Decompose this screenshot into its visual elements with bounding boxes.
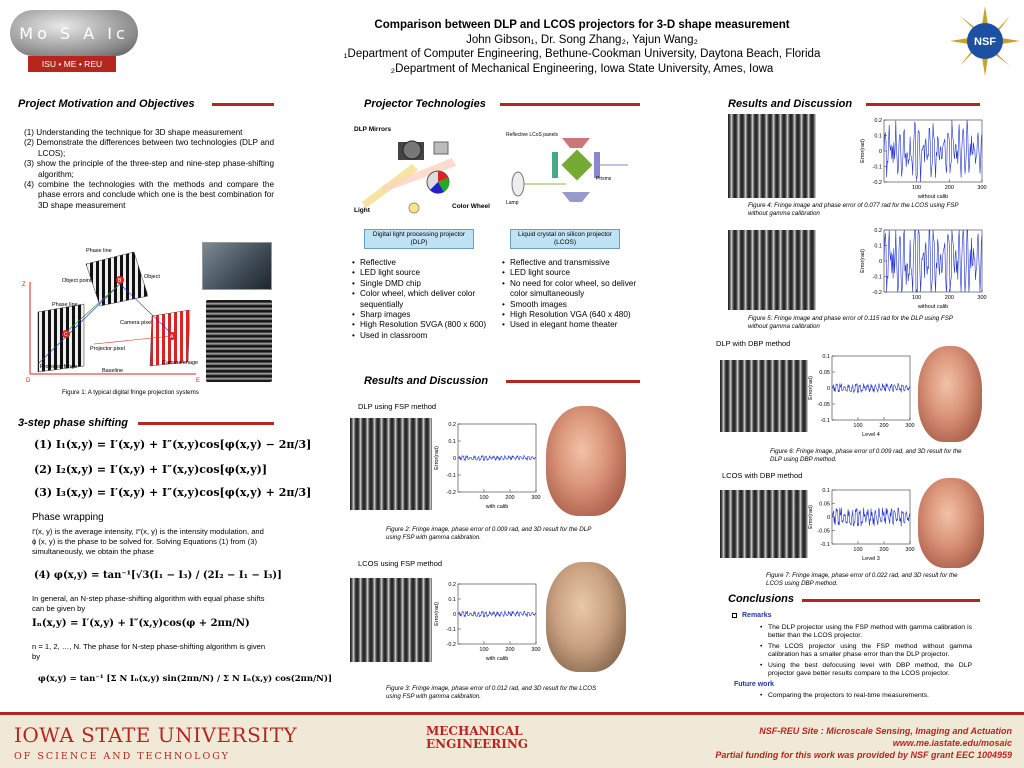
dlp-point: • Single DMD chip [352,279,488,289]
y-tick-label: -0.05 [817,528,830,535]
motivation-heading-rule [212,103,274,106]
fig4-fringe-image [728,114,816,198]
diagram-label-object: Object [144,274,160,280]
x-tick-label: 300 [531,495,541,501]
diagram-label-projector-fringe: Projector fringe [40,364,78,370]
equation-2: (2) I₂(x,y) = I′(x,y) + I″(x,y)cos[φ(x,y)] [34,463,268,476]
y-axis-label: Error(rad) [808,505,814,529]
y-tick-label: 0 [452,612,456,618]
y-tick-label: 0.2 [874,118,882,124]
fig5-plot [858,226,988,310]
fig7-fringe-image [720,490,808,558]
y-tick-label: -0.1 [872,164,882,171]
lcos-box: Liquid crystal on silicon projector (LCOS) [510,229,620,249]
equation-4: (4) φ(x,y) = tan⁻¹[√3(I₁ − I₃) / (2I₂ − I₁ − I₃)] [34,570,282,581]
y-tick-label: -0.1 [446,473,456,479]
x-tick-label: 200 [944,185,954,191]
objective-item: (1) Understanding the technique for 3D shape measurement [24,128,243,137]
lcos-point: • High Resolution VGA (640 x 480) [502,310,638,320]
dlp-point: • High Resolution SVGA (800 x 600) [352,320,488,330]
objective-item: (4) combine the technologies with the methods and compare the phase errors and conclude which one is the best combination for 3D shape measurement [24,180,274,210]
poster-header [250,18,914,76]
fig7-plot [806,486,916,562]
x-tick-label: 100 [479,495,489,501]
equation-6: φ(x,y) = tan⁻¹ [Σ N Iₙ(x,y) sin(2πn/N) / Σ N Iₙ(x,y) cos(2πn/N)] [38,674,332,684]
objective-item: (3) show the principle of the three-step and nine-step phase-shifting algorithm; [24,159,274,179]
x-axis-label: without calib [917,194,949,200]
phase-heading-rule [138,422,274,425]
x-tick-label: 200 [505,647,515,653]
remarks-list [760,624,972,678]
fig1-caption: Figure 1: A typical digital fringe projection systems [62,389,199,396]
x-tick-label: 100 [853,423,863,429]
future-list [760,692,972,700]
y-axis-label: Error(rad) [434,446,440,470]
y-tick-label: 0 [452,456,456,462]
y-tick-label: -0.2 [446,642,456,648]
n-text: n = 1, 2, …, N. The phase for N-step phase-shifting algorithm is given by [32,642,266,661]
poster-affiliation-2: ₂Department of Mechanical Engineering, Iowa State University, Ames, Iowa [390,62,774,75]
y-tick-label: -0.1 [820,418,830,424]
dlp-wheel-label: Color Wheel [452,203,490,210]
x-tick-label: 300 [977,185,987,191]
dlp-box: Digital light processing projector (DLP) [364,229,474,249]
y-tick-label: 0.2 [448,422,456,428]
mosaic-logo [10,10,138,58]
mosaic-sub-badge: ISU • ME • REU [28,56,116,72]
mech-logo-line2: ENGINEERING [426,737,529,751]
y-axis-label: Error(rad) [860,249,866,273]
lcos-lamp-label: Lamp [506,200,519,206]
fig7-3d-result [918,478,984,568]
y-tick-label: -0.2 [872,290,882,296]
projector-heading: Projector Technologies [364,98,486,110]
results-right-heading: Results and Discussion [728,98,853,110]
diagram-label-baseline: Baseline [102,368,124,374]
diagram-label-z: Z [22,282,26,288]
footer-funding: Partial funding for this work was provided by NSF grant EEC 1004959 [715,750,1012,760]
fig4-caption: Figure 4: Fringe image and phase error of 0.077 rad for the LCOS using FSP without gamma calibration [748,202,959,217]
diagram-label-object-point: Object point [62,278,92,284]
x-tick-label: 200 [879,423,889,429]
fig3-caption: Figure 3: Fringe image, phase error of 0.012 rad, and 3D result for the LCOS using FSP with gamma calibration. [386,685,597,700]
y-tick-label: 0.1 [874,133,882,140]
footer-url[interactable]: www.me.iastate.edu/mosaic [892,738,1012,748]
poster-authors: John Gibson₁, Dr. Song Zhang₂, Yajun Wang₂ [466,33,698,46]
diagram-label-e: E [196,378,201,384]
lcos-dbp-label: LCOS with DBP method [722,471,803,480]
lcos-point: • LED light source [502,268,638,278]
fig2-plot [432,420,542,510]
fig3-fringe-image [350,578,432,662]
dlp-dbp-label: DLP with DBP method [716,339,791,348]
diagram-label-phase-line: Phase line [86,248,112,254]
fig5-caption: Figure 5: Fringe image and phase error of 0.115 rad for the DLP using FSP without gamma calibration [748,315,953,330]
results-right-heading-rule [866,103,980,106]
x-tick-label: 300 [905,547,915,553]
diagram-label-phase-line-2: Phase line [52,302,78,308]
y-tick-label: 0.1 [448,597,456,603]
dlp-points [352,258,488,341]
fig5-fringe-image [728,230,816,310]
poster-affiliation-1: ₁Department of Computer Engineering, Bethune-Cookman University, Daytona Beach, Florida [343,48,821,60]
fig2-fringe-image [350,418,432,510]
y-tick-label: 0 [826,515,830,521]
footer-credits [715,725,1012,761]
lcos-prisms-label: Prisms [596,176,612,182]
phase-wrapping-text: I′(x, y) is the average intensity, I″(x, y) is the intensity modulation, and ϕ (x, y) is the phase to be solved for. Solving Equations (1) from (3) simultaneously, we obtain the phase [32,527,264,556]
x-tick-label: 200 [944,295,954,301]
lcos-point: • Smooth images [502,300,638,310]
y-tick-label: 0 [878,149,882,155]
x-tick-label: 300 [531,647,541,653]
y-tick-label: -0.1 [820,542,830,548]
dlp-fsp-label: DLP using FSP method [358,402,437,411]
y-axis-label: Error(rad) [808,376,814,400]
results-mid-heading: Results and Discussion [364,375,489,387]
dlp-mirrors-label: DLP Mirrors [354,126,392,133]
nstep-text: In general, an N-step phase-shifting algorithm with equal phase shifts can be given by [32,594,265,613]
projector-heading-rule [500,103,640,106]
objectives-list [24,128,274,211]
lcos-panels-label: Reflective LCoS panels [506,132,558,138]
isu-name: IOWA STATE UNIVERSITY [14,723,298,747]
remark-item: • The DLP projector using the FSP method with gamma calibration is better than the LCOS projector. [760,624,972,641]
dlp-point: • Used in classroom [352,331,488,341]
results-mid-heading-rule [506,380,640,383]
x-axis-label: with calib [485,656,509,662]
x-tick-label: 200 [505,495,515,501]
y-axis-label: Error(rad) [434,602,440,626]
x-axis-label: Level 3 [862,556,880,562]
diagram-label-d: D [26,378,31,384]
equation-5: Iₙ(x,y) = I′(x,y) + I″(x,y)cos(φ + 2πn/N) [32,618,250,629]
y-tick-label: 0 [826,386,830,392]
y-tick-label: -0.1 [446,627,456,633]
y-tick-label: -0.2 [872,180,882,186]
mech-logo-line1: MECHANICAL [426,724,523,738]
y-tick-label: 0 [878,259,882,265]
x-tick-label: 100 [912,295,922,301]
diagram-label-camera-pixel: Camera pixel [120,320,153,326]
x-tick-label: 100 [912,185,922,191]
x-tick-label: 100 [479,647,489,653]
equation-3: (3) I₃(x,y) = I′(x,y) + I″(x,y)cos[φ(x,y) + 2π/3] [34,486,312,499]
y-axis-label: Error(rad) [860,139,866,163]
objective-item: (2) Demonstrate the differences between two technologies (DLP and LCOS); [24,138,274,158]
footer-site: NSF-REU Site : Microscale Sensing, Imaging and Actuation [759,726,1012,736]
isu-subtitle: OF SCIENCE AND TECHNOLOGY [14,751,230,762]
lcos-point: • No need for color wheel, so deliver color simultaneously [502,279,638,300]
equation-1: (1) I₁(x,y) = I′(x,y) + I″(x,y)cos[φ(x,y) − 2π/3] [34,438,312,451]
diagram-label-camera-image: Camera image [162,360,199,366]
y-tick-label: 0.2 [448,582,456,588]
lcos-point: • Reflective and transmissive [502,258,638,268]
conclusions-heading: Conclusions [728,593,795,605]
fringe-projection-diagram [24,244,204,384]
y-tick-label: 0.1 [874,243,882,250]
projector-camera-photo [202,242,272,290]
diagram-label-b: B [118,278,122,284]
poster-title: Comparison between DLP and LCOS projectors for 3-D shape measurement [374,19,790,31]
fig6-caption: Figure 6: Fringe image, phase error of 0.009 rad, and 3D result for the DLP using DBP method. [770,448,962,463]
x-axis-label: without calib [917,304,949,310]
fig7-caption: Figure 7: Fringe image, phase error of 0.022 rad, and 3D result for the LCOS using DBP method. [766,572,958,587]
dlp-light-label: Light [354,207,370,214]
fringe-face-photo [206,300,272,382]
phase-heading: 3-step phase shifting [18,417,129,429]
conclusions-heading-rule [802,599,980,602]
x-tick-label: 100 [853,547,863,553]
dlp-point: • Sharp images [352,310,488,320]
nsf-logo-text: NSF [974,36,996,48]
y-tick-label: 0.1 [448,439,456,445]
x-tick-label: 300 [905,423,915,429]
fig6-fringe-image [720,360,808,432]
y-tick-label: -0.1 [872,274,882,281]
y-tick-label: 0.05 [819,501,830,508]
mosaic-logo-text: Mo S A Ic [19,24,129,43]
x-tick-label: 200 [879,547,889,553]
mech-eng-logo [426,725,528,751]
fig3-plot [432,580,542,662]
fig4-plot [858,116,988,200]
future-item: • Comparing the projectors to real-time measurements. [760,692,972,700]
x-axis-label: with calib [485,504,509,510]
dlp-diagram [352,124,490,220]
lcos-diagram [504,124,630,220]
lcos-points [502,258,638,331]
y-tick-label: 0.1 [822,354,830,360]
poster-footer [0,712,1024,768]
future-title: Future work [734,681,775,688]
remark-item: • The LCOS projector using the FSP method without gamma calibration has a smaller phase error than the DLP projector. [760,643,972,660]
y-tick-label: 0.05 [819,370,830,376]
nsf-logo [950,6,1020,76]
remarks-title-text: Remarks [742,612,772,619]
fig2-3d-result [546,406,626,516]
fig6-plot [806,352,916,438]
remark-item: • Using the best defocusing level with DBP method, the DLP projector gave better results compare to the LCOS projector. [760,662,972,679]
motivation-heading: Project Motivation and Objectives [18,98,195,110]
dlp-point: • LED light source [352,268,488,278]
y-tick-label: -0.2 [446,490,456,496]
dlp-point: • Reflective [352,258,488,268]
y-tick-label: 0.2 [874,228,882,234]
x-tick-label: 300 [977,295,987,301]
diagram-label-projector-pixel: Projector pixel [90,346,125,352]
diagram-label-c: C [64,332,68,338]
lcos-fsp-label: LCOS using FSP method [358,559,443,568]
x-axis-label: Level 4 [862,432,880,438]
y-tick-label: 0.1 [822,488,830,494]
y-tick-label: -0.05 [817,402,830,408]
diagram-label-a: A [170,334,174,340]
checkbox-icon [732,613,737,618]
phase-wrapping-title: Phase wrapping [32,512,104,523]
fig2-caption: Figure 2: Fringe image, phase error of 0.009 rad, and 3D result for the DLP using FSP with gamma calibration. [386,526,592,541]
fig6-3d-result [918,346,982,442]
remarks-title [732,612,772,619]
fig3-3d-result [546,562,626,672]
lcos-point: • Used in elegant home theater [502,320,638,330]
dlp-point: • Color wheel, which deliver color sequentially [352,289,488,310]
